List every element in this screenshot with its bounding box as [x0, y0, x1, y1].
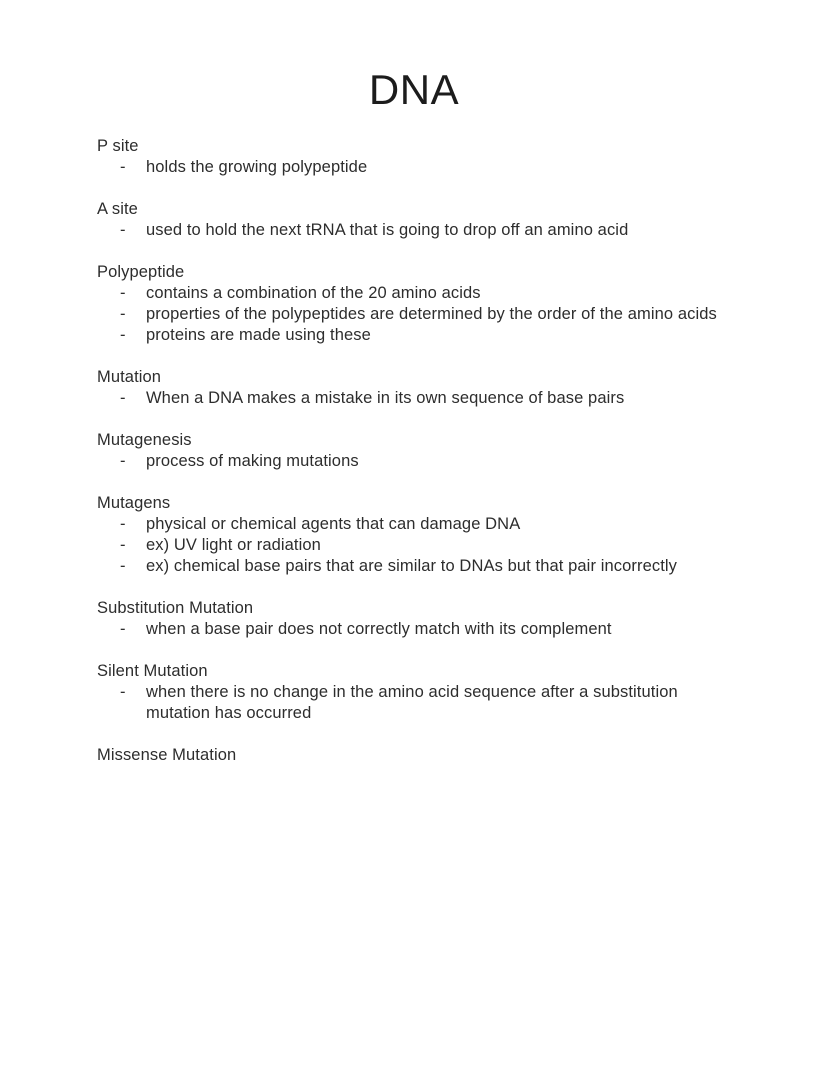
section-heading: Silent Mutation — [97, 662, 208, 680]
bullet-dash-icon: - — [120, 305, 126, 323]
bullet-item — [97, 157, 717, 178]
bullet-item — [97, 619, 717, 640]
bullet-text: When a DNA makes a mistake in its own sequence of base pairs — [146, 389, 625, 407]
bullet-list — [97, 283, 717, 346]
bullet-list — [97, 451, 717, 472]
bullet-item — [97, 304, 717, 325]
bullet-list — [97, 514, 717, 577]
bullet-item — [97, 514, 717, 535]
note-content — [97, 136, 717, 766]
bullet-item — [97, 283, 717, 304]
bullet-text: physical or chemical agents that can damage DNA — [146, 515, 521, 533]
bullet-list — [97, 682, 717, 724]
bullet-dash-icon: - — [120, 221, 126, 239]
note-section — [97, 493, 717, 577]
bullet-dash-icon: - — [120, 452, 126, 470]
bullet-item — [97, 535, 717, 556]
note-section — [97, 367, 717, 409]
section-heading: Polypeptide — [97, 263, 185, 281]
bullet-text: ex) UV light or radiation — [146, 536, 321, 554]
bullet-text: proteins are made using these — [146, 326, 371, 344]
bullet-text: process of making mutations — [146, 452, 359, 470]
bullet-dash-icon: - — [120, 620, 126, 638]
bullet-dash-icon: - — [120, 683, 126, 701]
bullet-list — [97, 157, 717, 178]
note-section — [97, 430, 717, 472]
bullet-item — [97, 556, 717, 577]
note-section — [97, 136, 717, 178]
bullet-dash-icon: - — [120, 557, 126, 575]
bullet-dash-icon: - — [120, 515, 126, 533]
section-heading: Substitution Mutation — [97, 599, 254, 617]
section-heading: A site — [97, 200, 138, 218]
section-heading: Mutation — [97, 368, 162, 386]
note-section — [97, 199, 717, 241]
note-section — [97, 661, 717, 724]
bullet-text: properties of the polypeptides are determined by the order of the amino acids — [146, 305, 717, 323]
page-title: DNA — [368, 66, 460, 114]
bullet-item — [97, 220, 717, 241]
bullet-item — [97, 451, 717, 472]
bullet-text: used to hold the next tRNA that is going to drop off an amino acid — [146, 221, 629, 239]
bullet-text: when a base pair does not correctly match with its complement — [146, 620, 612, 638]
bullet-dash-icon: - — [120, 284, 126, 302]
bullet-list — [97, 619, 717, 640]
bullet-list — [97, 388, 717, 409]
section-heading: Missense Mutation — [97, 746, 237, 764]
bullet-text: contains a combination of the 20 amino acids — [146, 284, 481, 302]
bullet-text: ex) chemical base pairs that are similar to DNAs but that pair incorrectly — [146, 557, 678, 575]
note-section — [97, 598, 717, 640]
section-heading: Mutagenesis — [97, 431, 192, 449]
bullet-dash-icon: - — [120, 389, 126, 407]
bullet-item — [97, 325, 717, 346]
bullet-dash-icon: - — [120, 326, 126, 344]
section-heading: P site — [97, 137, 139, 155]
note-section — [97, 262, 717, 346]
bullet-list — [97, 220, 717, 241]
bullet-text: holds the growing polypeptide — [146, 158, 368, 176]
bullet-dash-icon: - — [120, 158, 126, 176]
bullet-item — [97, 682, 717, 724]
bullet-dash-icon: - — [120, 536, 126, 554]
note-section — [97, 745, 717, 766]
bullet-item — [97, 388, 717, 409]
section-heading: Mutagens — [97, 494, 171, 512]
bullet-text: when there is no change in the amino acid sequence after a substitution mutation has occurred — [146, 683, 678, 722]
